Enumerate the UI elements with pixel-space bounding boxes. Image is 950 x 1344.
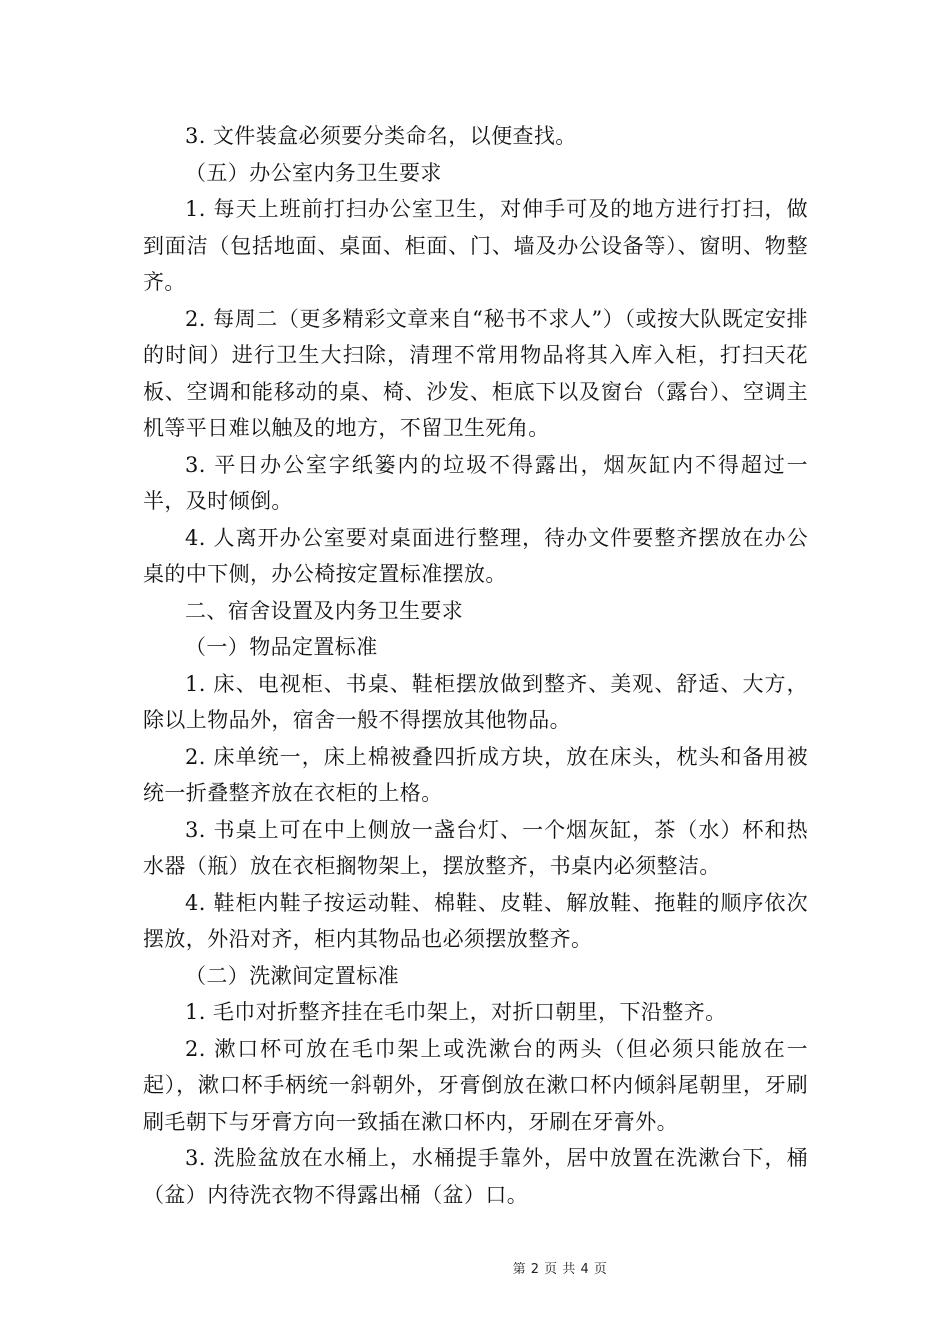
paragraph: 3. 书桌上可在中上侧放一盏台灯、一个烟灰缸，茶（水）杯和热水器（瓶）放在衣柜搁物架上，摆放整齐，书桌内必须整洁。 (143, 817, 808, 878)
paragraph: 4. 人离开办公室要对桌面进行整理，待办文件要整齐摆放在办公桌的中下侧，办公椅按定置标准摆放。 (143, 525, 808, 586)
paragraph: 1. 每天上班前打扫办公室卫生，对伸手可及的地方进行打扫，做到面洁（包括地面、桌面、柜面、门、墙及办公设备等）、窗明、物整齐。 (143, 197, 808, 294)
section-heading: （一）物品定置标准 (185, 635, 378, 659)
section-heading: （二）洗漱间定置标准 (185, 963, 399, 988)
paragraph: 4. 鞋柜内鞋子按运动鞋、棉鞋、皮鞋、解放鞋、拖鞋的顺序依次摆放，外沿对齐，柜内其物品也必须摆放整齐。 (143, 890, 808, 951)
paragraph: 3. 洗脸盆放在水桶上，水桶提手靠外，居中放置在洗漱台下，桶（盆）内待洗衣物不得露出桶（盆）口。 (143, 1146, 808, 1207)
paragraph: 3. 平日办公室字纸篓内的垃圾不得露出，烟灰缸内不得超过一半，及时倾倒。 (143, 452, 808, 513)
page-number-label: 第 2 页 共 4 页 (512, 1262, 608, 1277)
paragraph: 2. 漱口杯可放在毛巾架上或洗漱台的两头（但必须只能放在一起），漱口杯手柄统一斜朝外，牙膏倒放在漱口杯内倾斜尾朝里，牙刷刷毛朝下与牙膏方向一致插在漱口杯内，牙刷在牙膏外。 (143, 1036, 808, 1134)
paragraph: 1. 毛巾对折整齐挂在毛巾架上，对折口朝里，下沿整齐。 (185, 1000, 727, 1024)
paragraph: 1. 床、电视柜、书桌、鞋柜摆放做到整齐、美观、舒适、大方，除以上物品外，宿舍一般不得摆放其他物品。 (143, 671, 808, 732)
paragraph: 2. 床单统一，床上棉被叠四折成方块，放在床头，枕头和备用被统一折叠整齐放在衣柜的上格。 (143, 744, 808, 805)
paragraph: 3. 文件装盒必须要分类命名，以便查找。 (185, 124, 577, 148)
section-heading: （五）办公室内务卫生要求 (185, 160, 442, 185)
document-body (143, 118, 808, 1213)
page-footer (0, 1258, 950, 1277)
paragraph: 2. 每周二（更多精彩文章来自“秘书不求人”）（或按大队既定安排的时间）进行卫生大扫除，清理不常用物品将其入库入柜，打扫天花板、空调和能移动的桌、椅、沙发、柜底下以及窗台（露台）、空调主机等平日难以触及的地方，不留卫生死角。 (143, 306, 808, 440)
section-heading: 二、宿舍设置及内务卫生要求 (185, 598, 464, 623)
